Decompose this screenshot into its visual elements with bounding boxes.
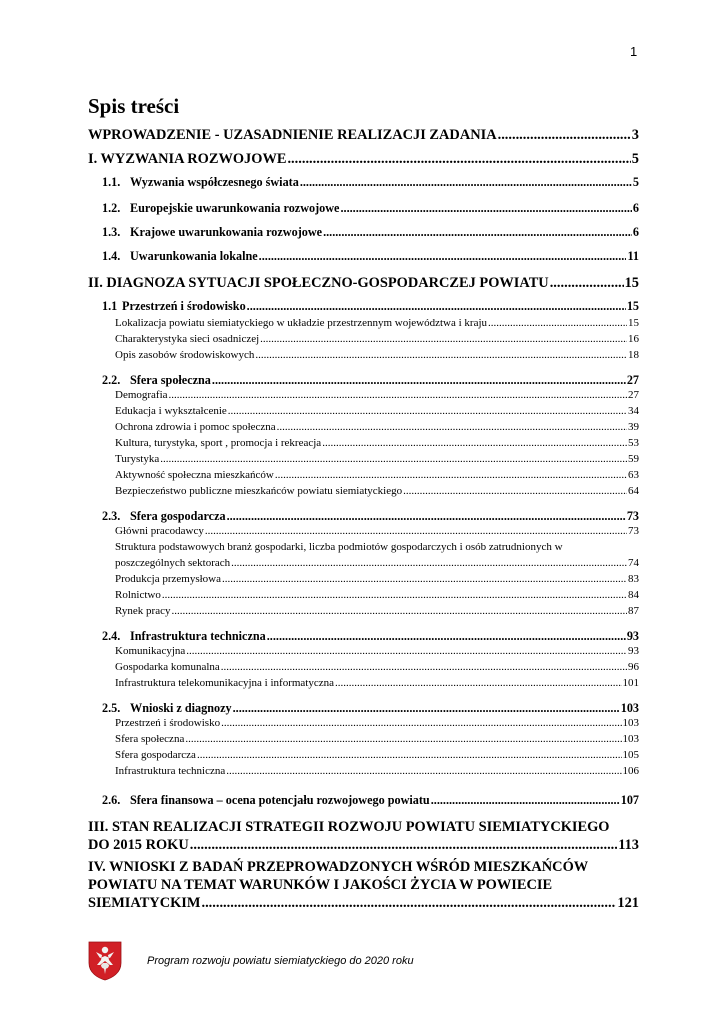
toc-page-number: 103 xyxy=(620,701,639,715)
toc-entry-text: 2.6. Sfera finansowa – ocena potencjału rozwojowego powiatu xyxy=(102,793,430,807)
toc-entry[interactable] xyxy=(88,676,639,692)
toc-entry-text: 1.3. Krajowe uwarunkowania rozwojowe xyxy=(102,225,323,239)
toc-entry[interactable] xyxy=(88,644,639,660)
dot-leader xyxy=(169,388,627,404)
toc-page-number: 73 xyxy=(626,509,639,523)
dot-leader xyxy=(185,732,621,748)
toc-entry[interactable] xyxy=(88,174,639,190)
toc-page-number: 39 xyxy=(628,421,639,433)
dot-leader xyxy=(550,274,624,292)
toc-entry-text: Struktura podstawowych branż gospodarki, liczba podmiotów gospodarczych i osób zatrudnionych w xyxy=(115,541,563,553)
toc-entry[interactable] xyxy=(88,572,639,588)
toc-page-number: 34 xyxy=(628,405,639,417)
toc-page-number: 15 xyxy=(626,299,639,313)
dot-leader xyxy=(277,420,627,436)
toc-entry-text: 2.2. Sfera społeczna xyxy=(102,373,211,387)
dot-leader xyxy=(260,332,627,348)
dot-leader xyxy=(267,628,626,644)
dot-leader xyxy=(323,224,632,240)
page-title: Spis treści xyxy=(88,94,180,118)
toc-entry-number: 2.3. xyxy=(102,509,121,523)
toc-entry[interactable] xyxy=(88,372,639,388)
toc-entry-text: Główni pracodawcy xyxy=(115,525,204,537)
toc-entry-text: poszczególnych sektorach xyxy=(115,556,231,569)
toc-page-number: 83 xyxy=(628,573,639,585)
toc-entry[interactable] xyxy=(88,858,639,912)
toc-page-number: 6 xyxy=(632,201,639,215)
toc-entry[interactable] xyxy=(88,588,639,604)
page-number: 1 xyxy=(630,44,638,59)
toc-entry-text: 2.3. Sfera gospodarcza xyxy=(102,509,226,523)
toc-page-number: 11 xyxy=(627,249,639,263)
toc-page-number: 93 xyxy=(628,645,639,657)
toc-page-number: 18 xyxy=(628,349,639,361)
toc-entry[interactable] xyxy=(88,818,639,854)
toc-entry-text: Gospodarka komunalna xyxy=(115,661,220,673)
toc-entry[interactable] xyxy=(88,248,639,264)
toc-entry-text: II. DIAGNOZA SYTUACJI SPOŁECZNO-GOSPODARCZEJ POWIATU xyxy=(88,275,549,291)
footer-text: Program rozwoju powiatu siemiatyckiego do 2020 roku xyxy=(147,955,414,967)
dot-leader xyxy=(403,484,627,500)
toc-entry-text: Komunikacyjna xyxy=(115,645,186,657)
dot-leader xyxy=(171,604,627,620)
dot-leader xyxy=(259,248,627,264)
toc-page-number: 74 xyxy=(628,556,639,569)
dot-leader xyxy=(498,126,631,144)
toc-entry[interactable] xyxy=(88,764,639,780)
toc-page-number: 3 xyxy=(631,127,639,143)
toc-entry-number: 1.1. xyxy=(102,175,121,189)
toc-page-number: 27 xyxy=(628,389,639,401)
toc-entry-text: Przestrzeń i środowisko xyxy=(115,717,221,729)
toc-page-number: 64 xyxy=(628,485,639,497)
toc-entry[interactable] xyxy=(88,224,639,240)
toc-entry[interactable] xyxy=(88,628,639,644)
toc-page-number: 105 xyxy=(622,749,639,761)
dot-leader xyxy=(247,298,626,314)
toc-entry[interactable] xyxy=(88,732,639,748)
toc-page-number: 103 xyxy=(622,733,639,745)
toc-page-number: 107 xyxy=(620,793,639,807)
toc-entry[interactable] xyxy=(88,388,639,404)
toc-entry-text: Rolnictwo xyxy=(115,589,161,601)
toc-entry[interactable] xyxy=(88,150,639,168)
toc-entry[interactable] xyxy=(88,200,639,216)
toc-entry-text: Turystyka xyxy=(115,453,160,465)
toc-entry[interactable] xyxy=(88,508,639,524)
toc-entry[interactable] xyxy=(88,660,639,676)
dot-leader xyxy=(322,436,627,452)
dot-leader xyxy=(222,572,627,588)
toc-page-number: 73 xyxy=(628,525,639,537)
toc-entry-text: Opis zasobów środowiskowych xyxy=(115,349,255,361)
toc-entry-text: Demografia xyxy=(115,389,168,401)
toc-entry-text: DO 2015 ROKU xyxy=(88,837,189,853)
toc-page-number: 53 xyxy=(628,437,639,449)
toc-entry[interactable] xyxy=(88,484,639,500)
toc-entry-text: 1.1 Przestrzeń i środowisko xyxy=(102,299,246,313)
toc-entry[interactable] xyxy=(88,404,639,420)
toc-entry[interactable] xyxy=(88,348,639,364)
toc-entry[interactable] xyxy=(88,274,639,292)
dot-leader xyxy=(300,174,632,190)
dot-leader xyxy=(201,894,616,912)
dot-leader xyxy=(488,316,627,332)
dot-leader xyxy=(212,372,626,388)
dot-leader xyxy=(335,676,622,692)
toc-entry-number: 1.3. xyxy=(102,225,121,239)
toc-entry-text: Infrastruktura telekomunikacyjna i informatyczna xyxy=(115,677,334,689)
toc-page-number: 121 xyxy=(617,895,639,911)
toc-entry[interactable] xyxy=(88,468,639,484)
toc-entry-text: 2.4. Infrastruktura techniczna xyxy=(102,629,266,643)
toc-page-number: 15 xyxy=(624,275,639,291)
toc-entry-number: 2.4. xyxy=(102,629,121,643)
toc-entry-text: Bezpieczeństwo publiczne mieszkańców powiatu siemiatyckiego xyxy=(115,485,403,497)
toc-entry-text: WPROWADZENIE - UZASADNIENIE REALIZACJI ZADANIA xyxy=(88,127,497,143)
dot-leader xyxy=(221,660,627,676)
toc-entry-number: 2.2. xyxy=(102,373,121,387)
dot-leader xyxy=(226,764,621,780)
toc-page-number: 16 xyxy=(628,333,639,345)
dot-leader xyxy=(227,508,626,524)
toc-entry-text: SIEMIATYCKIM xyxy=(88,895,201,911)
toc-page-number: 63 xyxy=(628,469,639,481)
dot-leader xyxy=(431,792,620,808)
toc-entry-text: Edukacja i wykształcenie xyxy=(115,405,227,417)
toc-entry-text: Produkcja przemysłowa xyxy=(115,573,221,585)
toc-entry[interactable] xyxy=(88,452,639,468)
toc-entry-text: 1.2. Europejskie uwarunkowania rozwojowe xyxy=(102,201,340,215)
toc-page-number: 103 xyxy=(622,717,639,729)
toc-page-number: 6 xyxy=(632,225,639,239)
toc-entry-text: Ochrona zdrowia i pomoc społeczna xyxy=(115,421,276,433)
toc-page-number: 5 xyxy=(631,151,639,167)
dot-leader xyxy=(205,524,627,540)
toc-entry-text: Aktywność społeczna mieszkańców xyxy=(115,469,274,481)
dot-leader xyxy=(197,748,622,764)
dot-leader xyxy=(231,556,627,572)
toc-entry[interactable] xyxy=(88,436,639,452)
toc-entry[interactable] xyxy=(88,524,639,540)
page-footer xyxy=(88,941,648,983)
toc-page-number: 106 xyxy=(622,765,639,777)
toc-page-number: 59 xyxy=(628,453,639,465)
toc-entry[interactable] xyxy=(88,420,639,436)
toc-entry-text: 1.1. Wyzwania współczesnego świata xyxy=(102,175,299,189)
dot-leader xyxy=(275,468,627,484)
dot-leader xyxy=(228,404,627,420)
dot-leader xyxy=(233,700,620,716)
toc-entry-text: III. STAN REALIZACJI STRATEGII ROZWOJU POWIATU SIEMIATYCKIEGO xyxy=(88,819,610,835)
dot-leader xyxy=(190,836,617,854)
toc-entry-text: Infrastruktura techniczna xyxy=(115,765,226,777)
toc-entry-text: Rynek pracy xyxy=(115,605,171,617)
dot-leader xyxy=(221,716,621,732)
toc-page-number: 87 xyxy=(628,605,639,617)
dot-leader xyxy=(340,200,631,216)
toc-page-number: 96 xyxy=(628,661,639,673)
toc-entry[interactable] xyxy=(88,792,639,808)
toc-entry[interactable] xyxy=(88,126,639,144)
toc-entry-text: Charakterystyka sieci osadniczej xyxy=(115,333,260,345)
toc-page-number: 101 xyxy=(622,677,639,689)
toc-entry-number: 1.1 xyxy=(102,299,118,313)
toc-entry-number: 2.5. xyxy=(102,701,121,715)
toc-page-number: 27 xyxy=(626,373,639,387)
toc-entry-text: Sfera gospodarcza xyxy=(115,749,196,761)
toc-entry-text: 2.5. Wnioski z diagnozy xyxy=(102,701,232,715)
toc-entry-text: IV. WNIOSKI Z BADAŃ PRZEPROWADZONYCH WŚRÓD MIESZKAŃCÓW xyxy=(88,859,589,875)
toc-entry[interactable] xyxy=(88,298,639,314)
coat-of-arms-icon xyxy=(88,941,122,981)
toc-entry-text: 1.4. Uwarunkowania lokalne xyxy=(102,249,258,263)
toc-entry[interactable] xyxy=(88,604,639,620)
dot-leader xyxy=(162,588,627,604)
toc-entry-text: Sfera społeczna xyxy=(115,733,185,745)
toc-entry[interactable] xyxy=(88,700,639,716)
toc-entry-number: 1.4. xyxy=(102,249,121,263)
toc-entry-text: POWIATU NA TEMAT WARUNKÓW I JAKOŚCI ŻYCIA W POWIECIE xyxy=(88,877,553,893)
dot-leader xyxy=(160,452,627,468)
toc-entry[interactable] xyxy=(88,316,639,332)
toc-entry-number: 2.6. xyxy=(102,793,121,807)
toc-page-number: 113 xyxy=(618,837,639,853)
dot-leader xyxy=(255,348,627,364)
toc-entry[interactable] xyxy=(88,716,639,732)
toc-entry[interactable] xyxy=(88,748,639,764)
toc-page-number: 84 xyxy=(628,589,639,601)
toc-page-number: 5 xyxy=(632,175,639,189)
toc-entry[interactable] xyxy=(88,540,639,571)
toc-page-number: 93 xyxy=(626,629,639,643)
toc-entry-text: I. WYZWANIA ROZWOJOWE xyxy=(88,151,287,167)
toc-page-number: 15 xyxy=(628,317,639,329)
dot-leader xyxy=(186,644,627,660)
dot-leader xyxy=(287,150,630,168)
toc-entry-number: 1.2. xyxy=(102,201,121,215)
toc-entry-text: Lokalizacja powiatu siemiatyckiego w układzie przestrzennym województwa i kraju xyxy=(115,317,488,329)
toc-entry[interactable] xyxy=(88,332,639,348)
toc-entry-text: Kultura, turystyka, sport , promocja i rekreacja xyxy=(115,437,322,449)
